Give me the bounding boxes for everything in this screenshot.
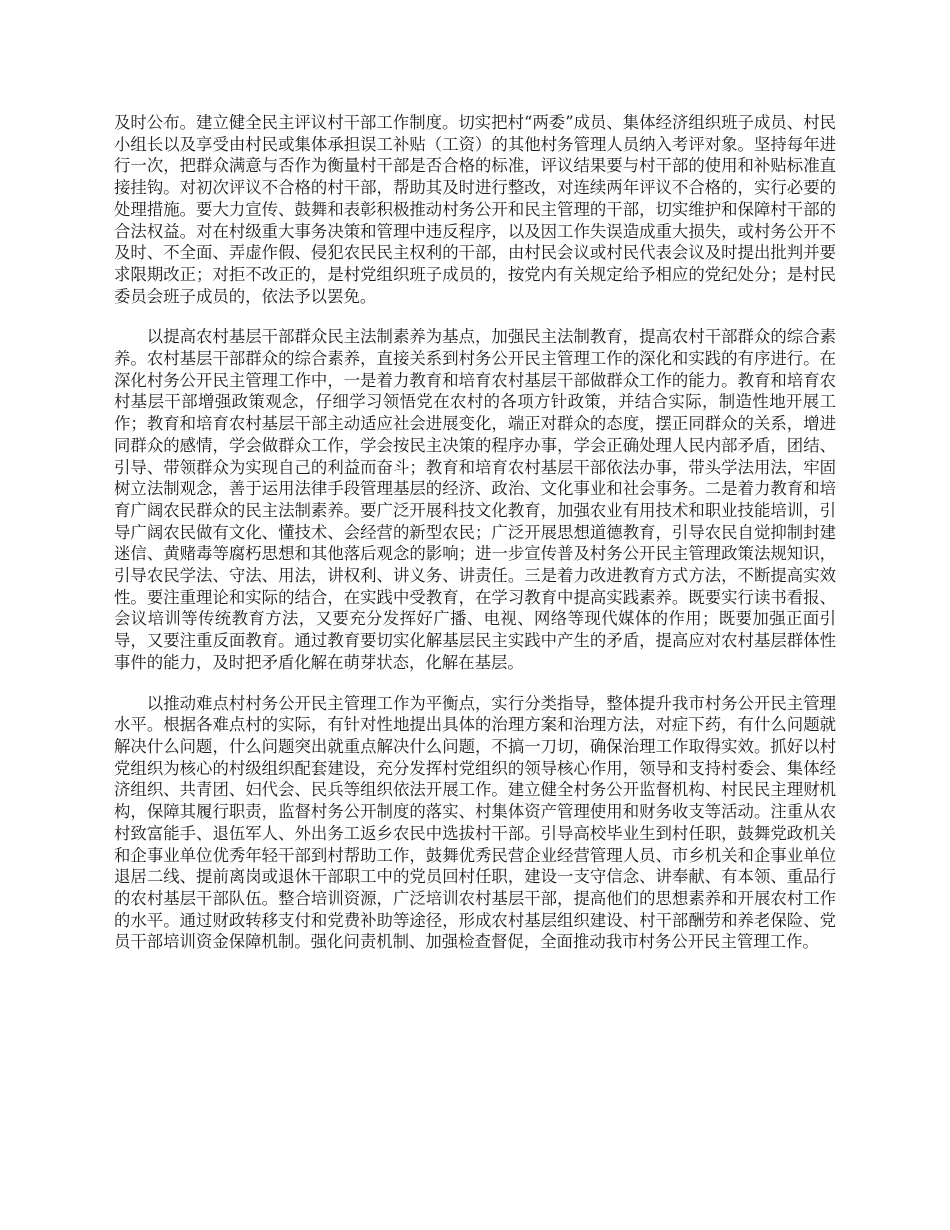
document-body <box>114 112 836 953</box>
paragraph-2: 以提高农村基层干部群众民主法制素养为基点，加强民主法制教育，提高农村干部群众的综合素养。农村基层干部群众的综合素养，直接关系到村务公开民主管理工作的深化和实践的有序进行。在深化村务公开民主管理工作中，一是着力教育和培育农村基层干部做群众工作的能力。教育和培育农村基层干部增强政策观念，仔细学习领悟党在农村的各项方针政策，并结合实际，制造性地开展工作；教育和培育农村基层干部主动适应社会进展变化，端正对群众的态度，摆正同群众的关系，增进同群众的感情，学会做群众工作，学会按民主决策的程序办事，学会正确处理人民内部矛盾，团结、引导、带领群众为实现自己的利益而奋斗；教育和培育农村基层干部依法办事，带头学法用法，牢固树立法制观念，善于运用法律手段管理基层的经济、政治、文化事业和社会事务。二是着力教育和培育广阔农民群众的民主法制素养。要广泛开展科技文化教育，加强农业有用技术和职业技能培训，引导广阔农民做有文化、懂技术、会经营的新型农民；广泛开展思想道德教育，引导农民自觉抑制封建迷信、黄赌毒等腐朽思想和其他落后观念的影响；进一步宣传普及村务公开民主管理政策法规知识，引导农民学法、守法、用法，讲权利、讲义务、讲责任。三是着力改进教育方式方法，不断提高实效性。要注重理论和实际的结合，在实践中受教育，在学习教育中提高实践素养。既要实行读书看报、会议培训等传统教育方法，又要充分发挥好广播、电视、网络等现代媒体的作用；既要加强正面引导，又要注重反面教育。通过教育要切实化解基层民主实践中产生的矛盾，提高应对农村基层群体性事件的能力，及时把矛盾化解在萌芽状态，化解在基层。 <box>114 327 836 672</box>
paragraph-1: 及时公布。建立健全民主评议村干部工作制度。切实把村“两委”成员、集体经济组织班子成员、村民小组长以及享受由村民或集体承担误工补贴（工资）的其他村务管理人员纳入考评对象。坚持每年进行一次，把群众满意与否作为衡量村干部是否合格的标准，评议结果要与村干部的使用和补贴标准直接挂钩。对初次评议不合格的村干部，帮助其及时进行整改，对连续两年评议不合格的，实行必要的处理措施。要大力宣传、鼓舞和表彰积极推动村务公开和民主管理的干部，切实维护和保障村干部的合法权益。对在村级重大事务决策和管理中违反程序，以及因工作失误造成重大损失，或村务公开不及时、不全面、弄虚作假、侵犯农民民主权利的干部，由村民会议或村民代表会议及时提出批判并要求限期改正；对拒不改正的，是村党组织班子成员的，按党内有关规定给予相应的党纪处分；是村民委员会班子成员的，依法予以罢免。 <box>114 113 836 306</box>
paragraph-3: 以推动难点村村务公开民主管理工作为平衡点，实行分类指导，整体提升我市村务公开民主管理水平。根据各难点村的实际，有针对性地提出具体的治理方案和治理方法，对症下药，有什么问题就解决什么问题，什么问题突出就重点解决什么问题，不搞一刀切，确保治理工作取得实效。抓好以村党组织为核心的村级组织配套建设，充分发挥村党组织的领导核心作用，领导和支持村委会、集体经济组织、共青团、妇代会、民兵等组织依法开展工作。建立健全村务公开监督机构、村民民主理财机构，保障其履行职责，监督村务公开制度的落实、村集体资产管理使用和财务收支等活动。注重从农村致富能手、退伍军人、外出务工返乡农民中选拔村干部。引导高校毕业生到村任职，鼓舞党政机关和企事业单位优秀年轻干部到村帮助工作，鼓舞优秀民营企业经营管理人员、市乡机关和企事业单位退居二线、提前离岗或退休干部职工中的党员回村任职，建设一支守信念、讲奉献、有本领、重品行的农村基层干部队伍。整合培训资源，广泛培训农村基层干部，提高他们的思想素养和开展农村工作的水平。通过财政转移支付和党费补助等途径，形成农村基层组织建设、村干部酬劳和养老保险、党员干部培训资金保障机制。强化问责机制、加强检查督促，全面推动我市村务公开民主管理工作。 <box>114 693 836 952</box>
